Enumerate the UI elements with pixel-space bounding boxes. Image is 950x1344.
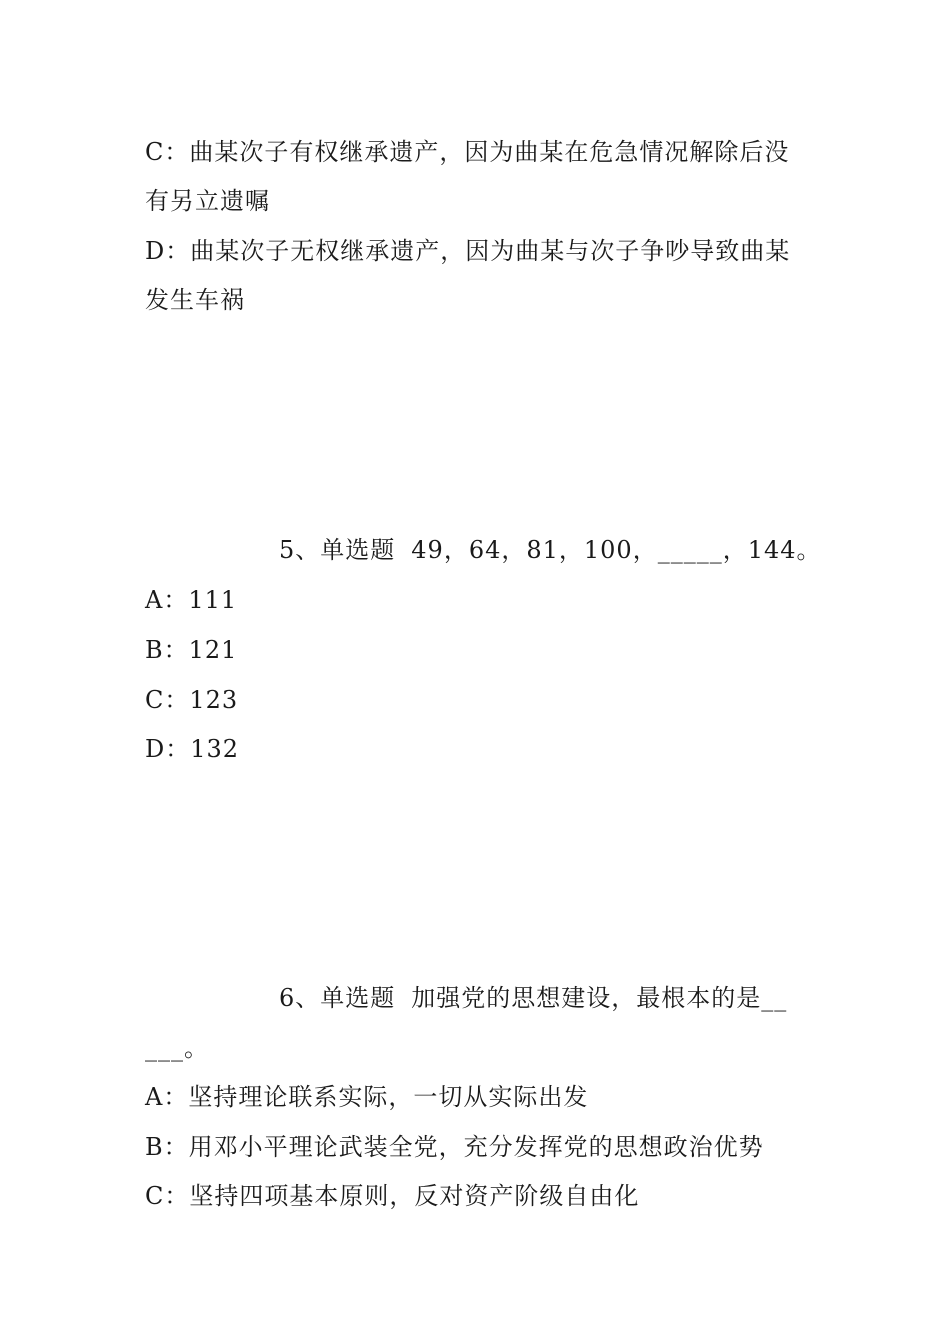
q6-title — [279, 982, 787, 1014]
q5-title — [279, 534, 822, 566]
q6-stem-line1: 加强党的思想建设，最根本的是__ — [411, 984, 788, 1012]
q5-option-d: D：132 — [145, 735, 240, 763]
q4-option-c-line2: 有另立遗嘱 — [145, 187, 270, 215]
q6-stem-line2: ___。 — [145, 1034, 209, 1062]
q4-option-c-line1: C：曲某次子有权继承遗产，因为曲某在危急情况解除后没 — [145, 138, 790, 166]
q5-number: 5、单选题 — [279, 536, 396, 564]
q5-stem: 49，64，81，100，_____，144。 — [411, 536, 822, 564]
q6-option-b: B：用邓小平理论武装全党，充分发挥党的思想政治优势 — [145, 1133, 764, 1161]
q6-number: 6、单选题 — [279, 984, 396, 1012]
q5-option-a: A：111 — [145, 586, 238, 614]
q6-option-a: A：坚持理论联系实际，一切从实际出发 — [145, 1083, 589, 1111]
q6-option-c: C：坚持四项基本原则，反对资产阶级自由化 — [145, 1182, 640, 1210]
q4-option-d-line2: 发生车祸 — [145, 286, 245, 314]
q5-option-b: B：121 — [145, 636, 238, 664]
q5-option-c: C：123 — [145, 686, 239, 714]
q4-option-d-line1: D：曲某次子无权继承遗产，因为曲某与次子争吵导致曲某 — [145, 237, 791, 265]
